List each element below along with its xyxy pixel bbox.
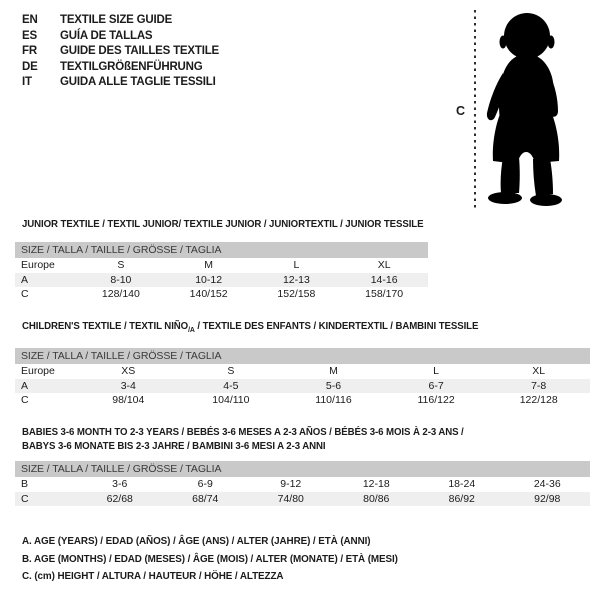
height-cell: 74/80 <box>277 492 304 505</box>
title-subscript: /A <box>188 325 195 335</box>
age-cell: 14-16 <box>370 273 398 286</box>
height-cell: 116/122 <box>417 394 455 407</box>
size-cell: M <box>204 259 213 272</box>
babies-table-section <box>15 425 590 506</box>
size-cell: L <box>433 365 439 378</box>
children-table-section <box>15 319 590 408</box>
height-cell: 128/140 <box>101 288 140 301</box>
height-cell: 86/92 <box>448 492 475 505</box>
language-code: IT <box>22 76 32 88</box>
age-cell: 6-7 <box>428 379 444 392</box>
height-cell: 158/170 <box>365 288 404 301</box>
age-cell: 5-6 <box>325 379 342 392</box>
age-cell: 18-24 <box>448 478 476 491</box>
language-code: ES <box>22 29 37 42</box>
table-row <box>15 273 428 288</box>
guide-title: TEXTILE SIZE GUIDE <box>60 14 173 26</box>
row-label: C <box>21 492 29 505</box>
age-cell: 3-6 <box>112 478 128 491</box>
row-label: C <box>21 288 29 301</box>
size-cell: S <box>227 365 235 378</box>
height-cell: 80/86 <box>363 492 390 505</box>
age-cell: 7-8 <box>531 379 547 392</box>
language-row <box>22 75 219 91</box>
language-row <box>22 44 219 60</box>
guide-title: GUIDE DES TAILLES TEXTILE <box>60 45 219 57</box>
size-cell: L <box>293 259 300 272</box>
table-row <box>15 492 590 507</box>
language-code: FR <box>22 45 37 57</box>
height-cell: 122/128 <box>519 394 558 407</box>
size-cell: XL <box>377 259 391 272</box>
row-label: Europe <box>21 259 55 272</box>
footnote-height-cm: C. (cm) HEIGHT / ALTURA / HAUTEUR / HÖHE / ALTEZZA <box>22 570 284 582</box>
size-header-bar: SIZE / TALLA / TAILLE / GRÖSSE / TAGLIA <box>15 348 590 364</box>
table-row <box>15 364 590 379</box>
age-cell: 12-13 <box>282 273 310 286</box>
legend-footnotes <box>22 533 422 586</box>
age-cell: 3-4 <box>120 379 136 392</box>
table-row <box>15 287 428 302</box>
size-header-bar: SIZE / TALLA / TAILLE / GRÖSSE / TAGLIA <box>15 461 590 477</box>
size-cell: XL <box>532 365 546 378</box>
row-label: A <box>21 379 29 392</box>
language-title-list <box>22 13 219 91</box>
height-cell: 140/152 <box>189 288 228 301</box>
title-text: CHILDREN'S TEXTILE / TEXTIL NIÑO <box>22 320 189 332</box>
junior-section-title: JUNIOR TEXTILE / TEXTIL JUNIOR/ TEXTILE JUNIOR / JUNIORTEXTIL / JUNIOR TESSILE <box>22 218 424 230</box>
size-cell: XS <box>121 365 136 378</box>
language-row <box>22 60 219 76</box>
children-section-title <box>22 319 545 337</box>
height-cell: 68/74 <box>192 492 219 505</box>
language-code: EN <box>22 14 38 26</box>
table-row <box>15 393 590 408</box>
babies-section-title-line1: BABIES 3-6 MONTH TO 2-3 YEARS / BEBÉS 3-6 MESES A 2-3 AÑOS / BÉBÉS 3-6 MOIS À 2-3 ANS / <box>22 426 464 438</box>
language-row <box>22 13 219 29</box>
height-measure-label: C <box>456 104 466 118</box>
children-size-table <box>15 348 590 408</box>
language-code: DE <box>22 60 38 73</box>
size-cell: S <box>117 259 125 272</box>
row-label: C <box>21 394 29 407</box>
guide-title: GUIDA ALLE TAGLIE TESSILI <box>60 76 216 88</box>
age-cell: 8-10 <box>110 273 132 286</box>
height-cell: 110/116 <box>315 394 352 407</box>
title-text: / TEXTILE DES ENFANTS / KINDERTEXTIL / BAMBINI TESSILE <box>194 320 479 332</box>
baby-height-figure <box>452 5 592 217</box>
row-label: B <box>21 478 29 491</box>
babies-section-title-line2: BABYS 3-6 MONATE BIS 2-3 JAHRE / BAMBINI 3-6 MESI A 2-3 ANNI <box>22 440 326 452</box>
footnote-age-months: B. AGE (MONTHS) / EDAD (MESES) / ÂGE (MOIS) / ALTER (MONATE) / ETÀ (MESI) <box>22 552 398 565</box>
age-cell: 12-18 <box>362 478 390 491</box>
babies-size-table <box>15 461 590 506</box>
size-cell: M <box>329 365 338 378</box>
guide-title: GUÍA DE TALLAS <box>60 29 153 42</box>
height-cell: 104/110 <box>212 394 250 407</box>
language-row <box>22 29 219 45</box>
age-cell: 10-12 <box>195 273 223 286</box>
age-cell: 6-9 <box>197 478 213 491</box>
junior-size-table <box>15 242 428 302</box>
table-row <box>15 258 428 273</box>
height-cell: 98/104 <box>112 394 145 407</box>
age-cell: 4-5 <box>223 379 239 392</box>
height-cell: 62/68 <box>106 492 133 505</box>
baby-silhouette-icon <box>480 10 572 210</box>
height-cell: 92/98 <box>534 492 561 505</box>
height-dotted-line <box>474 10 476 208</box>
guide-title: TEXTILGRÖßENFÜHRUNG <box>60 60 203 73</box>
age-cell: 9-12 <box>280 478 302 491</box>
height-cell: 152/158 <box>277 288 316 301</box>
age-cell: 24-36 <box>533 478 561 491</box>
junior-table-section <box>15 217 428 302</box>
footnote-age-years: A. AGE (YEARS) / EDAD (AÑOS) / ÂGE (ANS) / ALTER (JAHRE) / ETÀ (ANNI) <box>22 535 371 547</box>
size-header-bar: SIZE / TALLA / TAILLE / GRÖSSE / TAGLIA <box>15 242 428 258</box>
table-row <box>15 379 590 394</box>
table-row <box>15 477 590 492</box>
row-label: A <box>21 273 29 286</box>
row-label: Europe <box>21 365 55 378</box>
